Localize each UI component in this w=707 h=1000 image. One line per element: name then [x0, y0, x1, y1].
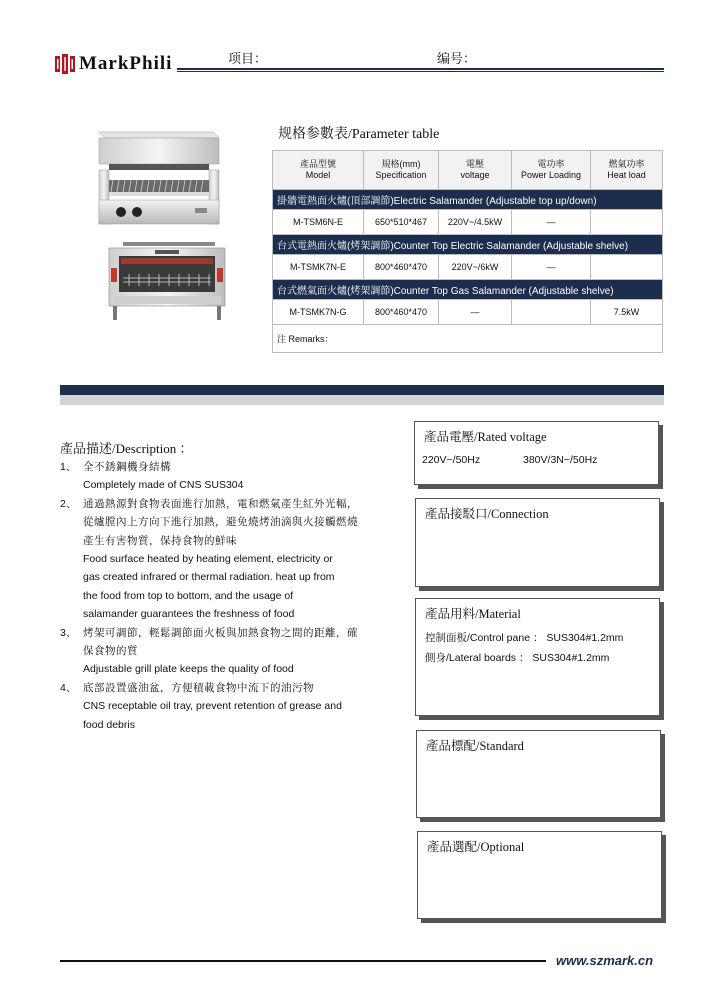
description-item-number: 2、	[60, 497, 77, 510]
table-row: M-TSMK7N-G 800*460*470 — 7.5kW	[273, 300, 663, 325]
markphili-logo-icon	[55, 54, 75, 74]
table-header-row	[273, 151, 663, 190]
section-row: 台式燃氣面火爐(烤架調節)Counter Top Gas Salamander (Adjustable shelve)	[273, 280, 663, 300]
voltage-value-2: 380V/3N~/50Hz	[523, 454, 598, 466]
standard-title: 產品標配/Standard	[426, 739, 524, 753]
col-header-voltage: 電壓 voltage	[439, 151, 512, 190]
description-item-number: 4、	[60, 681, 77, 694]
description-line: 全不銹鋼機身結構	[83, 461, 171, 473]
description-item	[60, 624, 360, 679]
description-line: 底部設置盛油盆，方便積載食物中流下的油污物	[83, 681, 314, 694]
footer-rule	[60, 960, 546, 962]
optional-title: 產品選配/Optional	[427, 840, 525, 854]
rated-voltage-title: 產品電壓/Rated voltage	[424, 430, 547, 444]
parameter-table	[272, 150, 663, 353]
col-header-spec: 規格(mm) Specification	[364, 151, 439, 190]
number-label: 编号：	[437, 51, 477, 66]
section-row: 台式電熱面火爐(烤架調節)Counter Top Electric Salamander (Adjustable shelve)	[273, 235, 663, 255]
brand-name: MarkPhili	[79, 53, 173, 74]
description-line: 從爐膛內上方向下進行加熱，避免燒烤油滴與火接觸燃燒	[83, 516, 358, 529]
product-image-counter-top-salamander	[105, 240, 230, 325]
description-line: food debris	[83, 718, 135, 731]
material-line-lateral-boards: 側身/Lateral boards ： SUS304#1.2mm	[425, 652, 610, 664]
standard-box	[416, 730, 661, 818]
description-line: 烤架可調節，輕鬆調節面火板與加熱食物之間的距離，確	[83, 626, 358, 639]
connection-title: 產品接駁口/Connection	[425, 507, 549, 521]
section-divider-bar	[60, 385, 664, 395]
header-rule-thin	[177, 71, 664, 72]
col-header-power: 電功率 Power Loading	[512, 151, 591, 190]
description-line: Completely made of CNS SUS304	[83, 479, 244, 492]
project-label: 项目：	[228, 51, 268, 66]
voltage-value-1: 220V~/50Hz	[422, 454, 481, 466]
description-line: gas created infrared or thermal radiation. heat up from	[83, 571, 335, 584]
description-item-number: 1、	[60, 461, 77, 473]
header-rule	[177, 68, 664, 70]
section-divider-shadow	[60, 395, 664, 405]
material-line-control-panel: 控制面板/Control pane ： SUS304#1.2mm	[425, 632, 624, 644]
table-row: M-TSMK7N-E 800*460*470 220V~/6kW —	[273, 255, 663, 280]
description-line: salamander guarantees the freshness of food	[83, 608, 295, 621]
connection-box	[415, 498, 660, 587]
description-list	[60, 458, 360, 734]
description-item	[60, 458, 360, 495]
col-header-heat: 燃氣功率 Heat load	[591, 151, 663, 190]
table-row: M-TSM6N-E 650*510*467 220V~/4.5kW —	[273, 210, 663, 235]
footer-website: www.szmark.cn	[556, 953, 654, 968]
description-line: 產生有害物質，保持食物的鮮味	[83, 534, 237, 547]
description-line: Food surface heated by heating element, electricity or	[83, 553, 333, 566]
description-line: 通過熱源對食物表面進行加熱，電和燃氣產生紅外光輻，	[83, 497, 358, 510]
description-line: the food from top to bottom, and the usage of	[83, 589, 294, 602]
remarks-row: 注 Remarks：	[273, 325, 663, 353]
optional-box	[417, 831, 662, 919]
product-image-electric-salamander	[95, 128, 223, 228]
parameter-table-title: 规格参數表/Parameter table	[278, 127, 440, 142]
description-title: 產品描述/Description ：	[60, 441, 193, 456]
brand-logo	[55, 51, 172, 77]
description-line: CNS receptable oil tray, prevent retention of grease and	[83, 700, 342, 713]
rated-voltage-box	[414, 421, 659, 485]
description-item	[60, 679, 360, 734]
col-header-model: 產品型號 Model	[273, 151, 364, 190]
material-title: 產品用料/Material	[425, 607, 521, 621]
description-line: 保食物的質	[83, 645, 138, 658]
section-row: 掛牆電熱面火爐(頂部調節)Electric Salamander (Adjustable top up/down)	[273, 190, 663, 210]
description-item-number: 3、	[60, 626, 77, 639]
description-item	[60, 495, 360, 624]
material-box	[415, 598, 660, 716]
description-line: Adjustable grill plate keeps the quality of food	[83, 663, 294, 676]
